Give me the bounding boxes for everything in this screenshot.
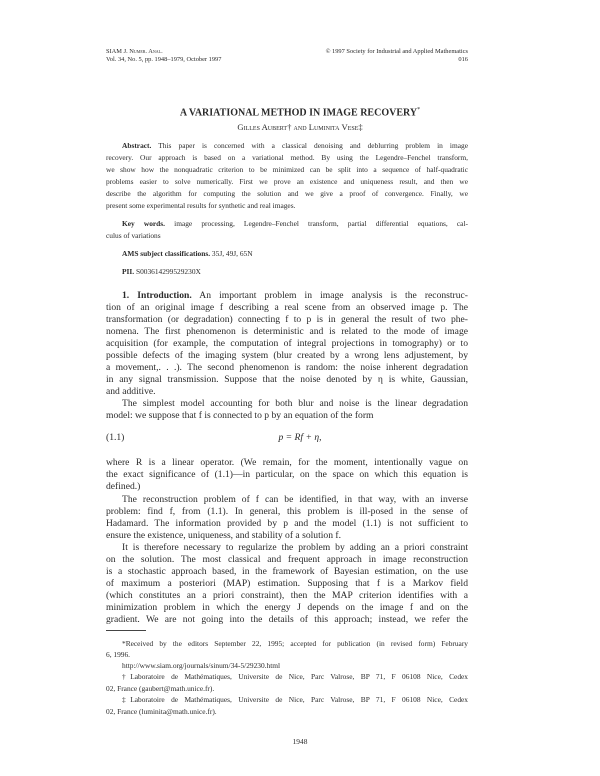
intro-line: ensure the existence, uniqueness, and stability of a solution f. [106,530,341,541]
copyright: © 1997 Society for Industrial and Applied Mathematics [325,48,468,55]
ams-classifications: AMS subject classifications. 35J, 49J, 65N [122,249,253,258]
keywords-line: culus of variations [106,231,161,240]
abstract-line: we show how the nonquadratic criterion to be minimized can be split into a sequence of half-quadratic [106,165,468,174]
abstract-line: Abstract. This paper is concerned with a classical denoising and deblurring problem in image [122,141,468,150]
intro-line: The reconstruction problem of f can be identified, in that way, with an inverse [122,494,468,505]
abstract-line: problems easier to solve numerically. First we prove an existence and uniqueness result, and then we [106,177,468,186]
keywords-line: Key words. image processing, Legendre–Fenchel transform, partial differential equations, cal- [122,219,468,228]
page-number: 1948 [292,737,308,746]
intro-line: the exact significance of (1.1)—in particular, on the space on which this equation is [106,469,468,480]
intro-line: model: we suppose that f is connected to p by an equation of the form [106,410,374,421]
abstract-line: recovery. Our approach is based on a variational method. By using the Legendre–Fenchel transform, [106,153,468,162]
intro-line: a movement,. . .). The second phenomenon is random: the noise inherent degradation [106,362,468,373]
paper-title: A VARIATIONAL METHOD IN IMAGE RECOVERY* [179,107,421,119]
intro-line: transformation (or degradation) connecting f to p is in general the result of two phe- [106,314,468,325]
intro-line: tion of an original image f describing a real scene from an observed image p. The [106,302,468,313]
equation-label: (1.1) [106,432,125,443]
journal-name: SIAM J. Numer. Anal. [106,48,163,55]
abstract-line: describe the algorithm for computing the solution and we give a proof of convergence. Finally, we [106,189,468,198]
footnote-line: 02, France (gaubert@math.unice.fr). [106,684,215,693]
intro-line: of maximum a posteriori (MAP) estimation. Supposing that f is a Markov field [106,578,468,589]
footnote-line: http://www.siam.org/journals/sinum/34-5/29230.html [122,661,281,670]
intro-line: nomena. The first phenomenon is deterministic and is related to the mode of image [106,326,468,337]
intro-line: defined.) [106,481,141,492]
footnote-line: 02, France (luminita@math.unice.fr). [106,707,217,716]
equation: p = Rf + η, [278,432,322,443]
intro-line: where R is a linear operator. (We remain, for the moment, intentionally vague on [106,457,468,468]
intro-line: is a stochastic approach based, in the framework of Bayesian estimation, on the use [106,566,468,577]
intro-line: It is therefore necessary to regularize the problem by adding an a priori constraint [122,542,468,553]
pii: PII. S003614299529230X [122,267,201,276]
intro-line: minimization problem in which the energy J depends on the image f and on the [106,602,468,613]
intro-line: gradient. We are not going into the details of this approach; instead, we refer the [106,614,468,625]
journal-code: 016 [458,56,468,63]
intro-line: acquisition (for example, the computation of integral projections in tomography) or to [106,338,468,349]
intro-line: possible defects of the imaging system (blur created by a wrong lens adjustement, by [106,350,468,361]
footnote-line: †Laboratoire de Mathématiques, Universite de Nice, Parc Valrose, BP 71, F 06108 Nice, Cedex [122,672,468,681]
intro-line: problem: find f, from (1.1). In general, this problem is ill-posed in the sense of [106,506,468,517]
intro-line: in any signal transmission. Suppose that the noise denoted by η is white, Gaussian, [106,374,468,385]
footnote-line: ‡Laboratoire de Mathématiques, Universite de Nice, Parc Valrose, BP 71, F 06108 Nice, Cedex [122,695,468,704]
intro-line: The simplest model accounting for both blur and noise is the linear degradation [122,398,468,409]
intro-line: 1. Introduction. An important problem in image analysis is the reconstruc- [122,290,468,301]
abstract-line: present some experimental results for synthetic and real images. [106,201,296,210]
journal-volume: Vol. 34, No. 5, pp. 1948–1979, October 1997 [106,56,222,63]
authors: Gilles Aubert† and Luminita Vese‡ [237,122,363,132]
footnote-line: 6, 1996. [106,650,131,659]
intro-line: (which constitutes an a priori constraint), then the MAP criterion identifies with a [106,590,468,601]
intro-line: on the solution. The most classical and frequent approach in image reconstruction [106,554,468,565]
intro-line: and additive. [106,386,156,397]
footnote-line: *Received by the editors September 22, 1995; accepted for publication (in revised form) February [122,639,468,648]
footnote-rule [106,630,146,631]
intro-line: Hadamard. The information provided by p and the model (1.1) is not sufficient to [106,518,468,529]
